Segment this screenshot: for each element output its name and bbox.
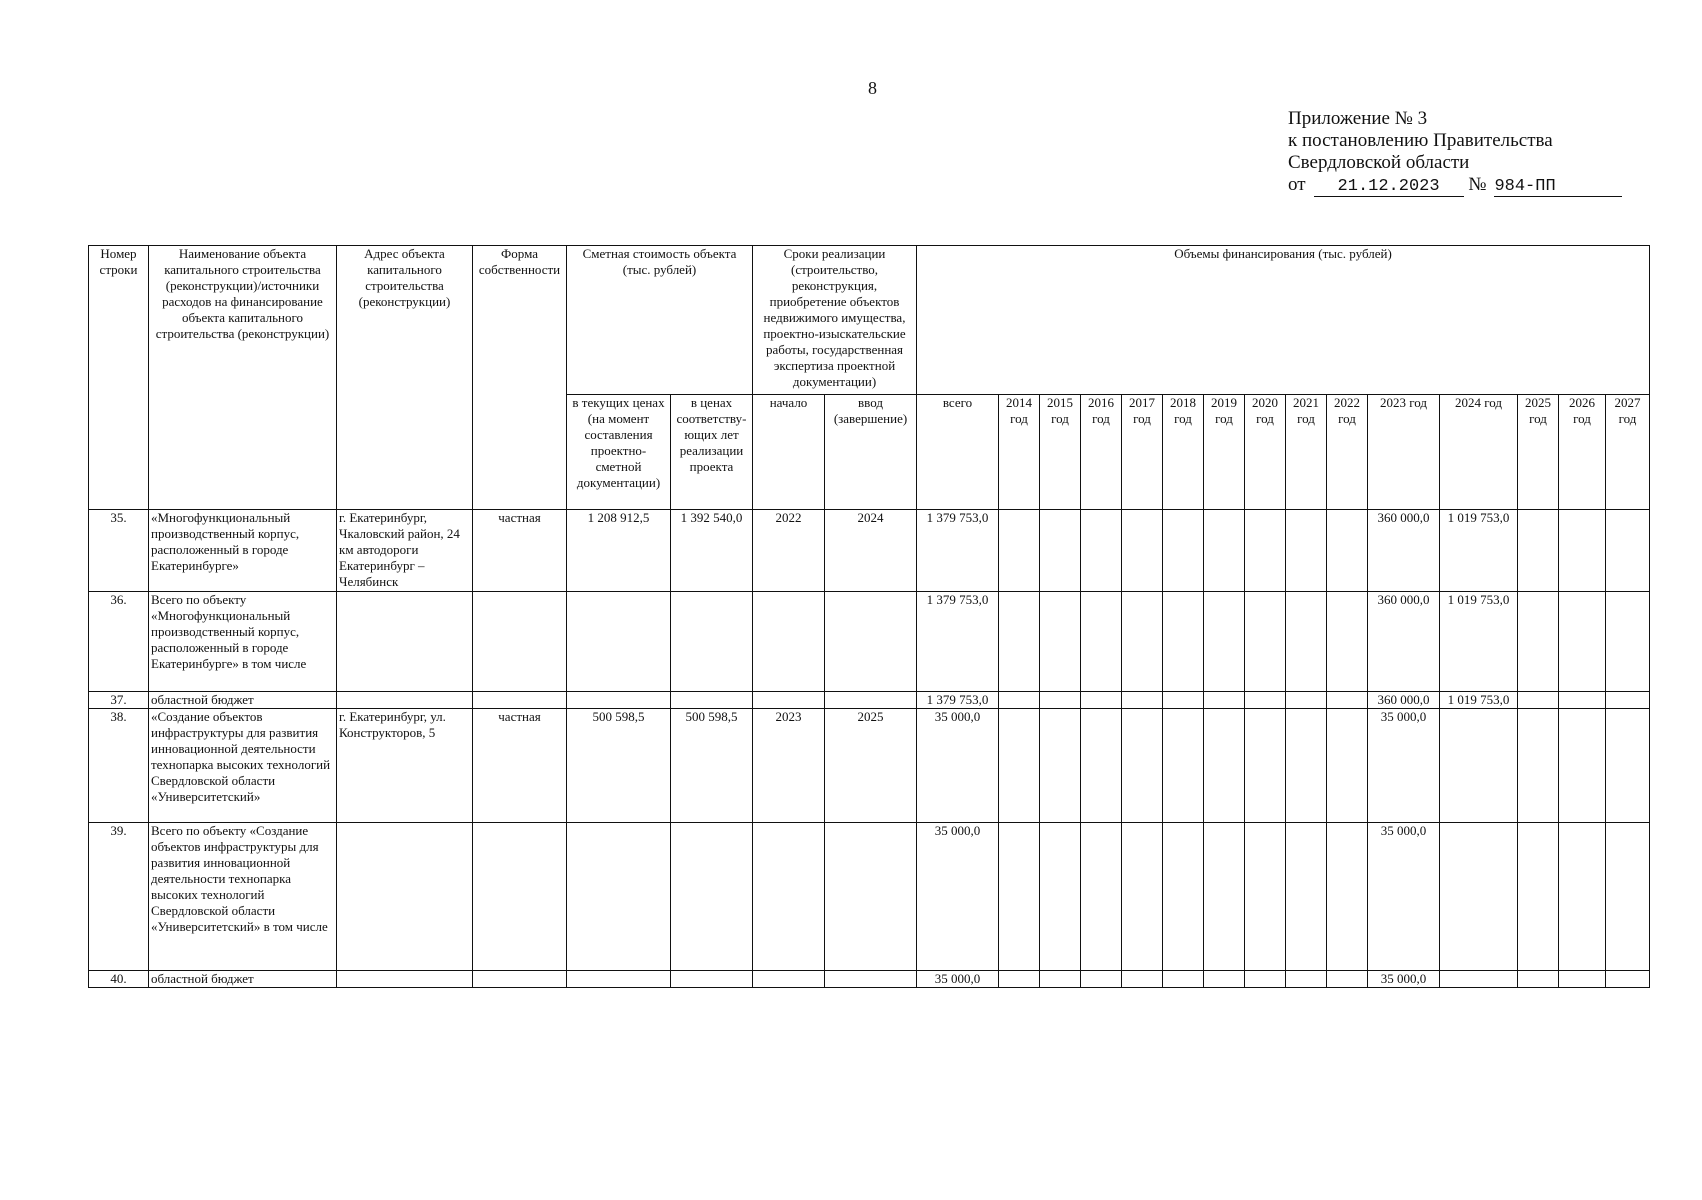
- row-number-cell: 36.: [89, 592, 149, 692]
- year-empty-cell: [1286, 510, 1327, 592]
- start-year-cell: 2023: [753, 709, 825, 823]
- year-empty-cell: [1204, 592, 1245, 692]
- year-empty-cell: [1122, 823, 1163, 971]
- cost-years-cell: [671, 692, 753, 709]
- end-year-cell: 2024: [825, 510, 917, 592]
- year-2024-cell: 1 019 753,0: [1440, 692, 1518, 709]
- start-year-cell: 2022: [753, 510, 825, 592]
- year-empty-cell: [1518, 692, 1559, 709]
- end-year-cell: [825, 823, 917, 971]
- address-cell: [337, 592, 473, 692]
- object-name-cell: «Создание объектов инфраструктуры для развития инновационной деятельности технопарка высоких технологий Свердловской области «Университетский»: [149, 709, 337, 823]
- year-empty-cell: [1518, 709, 1559, 823]
- year-empty-cell: [1122, 692, 1163, 709]
- header-name: Наименование объекта капитального строительства (реконструкции)/источники расходов на финансирование объекта капитального строительства (реконструкции): [149, 246, 337, 510]
- year-empty-cell: [999, 823, 1040, 971]
- header-period: Сроки реализации (строительство, реконструкция, приобретение объектов недвижимого имущества, проектно-изыскательские работы, государственная экспертиза проектной документации): [753, 246, 917, 395]
- year-empty-cell: [1327, 823, 1368, 971]
- ownership-cell: [473, 592, 567, 692]
- header-year: 2023 год: [1368, 395, 1440, 510]
- year-empty-cell: [1518, 592, 1559, 692]
- year-empty-cell: [1040, 823, 1081, 971]
- year-empty-cell: [1559, 709, 1606, 823]
- ownership-cell: частная: [473, 510, 567, 592]
- cost-years-cell: [671, 971, 753, 988]
- appendix-title: Приложение № 3: [1288, 108, 1428, 129]
- year-empty-cell: [1081, 692, 1122, 709]
- year-empty-cell: [1122, 709, 1163, 823]
- cost-years-cell: [671, 592, 753, 692]
- row-number-cell: 37.: [89, 692, 149, 709]
- table-row: [89, 592, 1650, 692]
- year-empty-cell: [1606, 592, 1650, 692]
- object-name-cell: областной бюджет: [149, 692, 337, 709]
- table-row: [89, 823, 1650, 971]
- year-empty-cell: [1122, 971, 1163, 988]
- start-year-cell: [753, 692, 825, 709]
- total-cell: 35 000,0: [917, 971, 999, 988]
- year-empty-cell: [1606, 510, 1650, 592]
- year-empty-cell: [999, 510, 1040, 592]
- appendix-line2: к постановлению Правительства: [1288, 130, 1553, 151]
- number-prefix: №: [1468, 174, 1487, 195]
- cost-current-cell: [567, 971, 671, 988]
- header-year: 2024 год: [1440, 395, 1518, 510]
- total-cell: 1 379 753,0: [917, 510, 999, 592]
- address-cell: г. Екатеринбург, ул. Конструкторов, 5: [337, 709, 473, 823]
- header-financing: Объемы финансирования (тыс. рублей): [917, 246, 1650, 395]
- header-year: 2020 год: [1245, 395, 1286, 510]
- year-empty-cell: [999, 971, 1040, 988]
- year-empty-cell: [999, 709, 1040, 823]
- header-cost-years: в ценах соответству-ющих лет реализации проекта: [671, 395, 753, 510]
- year-2023-cell: 360 000,0: [1368, 692, 1440, 709]
- year-empty-cell: [1245, 510, 1286, 592]
- address-cell: [337, 971, 473, 988]
- financing-table: [88, 245, 1650, 988]
- start-year-cell: [753, 592, 825, 692]
- year-empty-cell: [999, 592, 1040, 692]
- date-prefix: от: [1288, 174, 1306, 195]
- year-2023-cell: 360 000,0: [1368, 510, 1440, 592]
- year-empty-cell: [1286, 971, 1327, 988]
- ownership-cell: [473, 692, 567, 709]
- cost-current-cell: [567, 592, 671, 692]
- ownership-cell: [473, 971, 567, 988]
- year-empty-cell: [1559, 692, 1606, 709]
- year-empty-cell: [1040, 971, 1081, 988]
- year-empty-cell: [1606, 709, 1650, 823]
- year-empty-cell: [1518, 510, 1559, 592]
- header-year: 2017 год: [1122, 395, 1163, 510]
- year-empty-cell: [999, 692, 1040, 709]
- year-empty-cell: [1286, 823, 1327, 971]
- header-end: ввод (завершение): [825, 395, 917, 510]
- total-cell: 1 379 753,0: [917, 592, 999, 692]
- header-total: всего: [917, 395, 999, 510]
- cost-current-cell: [567, 692, 671, 709]
- year-empty-cell: [1286, 709, 1327, 823]
- address-cell: [337, 823, 473, 971]
- year-empty-cell: [1327, 510, 1368, 592]
- table-row: [89, 510, 1650, 592]
- year-empty-cell: [1081, 823, 1122, 971]
- total-cell: 35 000,0: [917, 823, 999, 971]
- header-row-number: Номер строки: [89, 246, 149, 510]
- address-cell: г. Екатеринбург, Чкаловский район, 24 км автодороги Екатеринбург – Челябинск: [337, 510, 473, 592]
- year-empty-cell: [1204, 823, 1245, 971]
- year-empty-cell: [1204, 971, 1245, 988]
- year-2024-cell: [1440, 823, 1518, 971]
- year-empty-cell: [1245, 823, 1286, 971]
- header-year: 2026 год: [1559, 395, 1606, 510]
- year-empty-cell: [1040, 709, 1081, 823]
- row-number-cell: 35.: [89, 510, 149, 592]
- ownership-cell: [473, 823, 567, 971]
- year-empty-cell: [1163, 592, 1204, 692]
- header-year: 2021 год: [1286, 395, 1327, 510]
- cost-years-cell: 500 598,5: [671, 709, 753, 823]
- year-empty-cell: [1081, 510, 1122, 592]
- year-empty-cell: [1518, 823, 1559, 971]
- year-empty-cell: [1559, 971, 1606, 988]
- end-year-cell: [825, 971, 917, 988]
- total-cell: 1 379 753,0: [917, 692, 999, 709]
- header-year: 2015 год: [1040, 395, 1081, 510]
- object-name-cell: Всего по объекту «Многофункциональный производственный корпус, расположенный в городе Екатеринбурге» в том числе: [149, 592, 337, 692]
- header-start: начало: [753, 395, 825, 510]
- year-empty-cell: [1327, 692, 1368, 709]
- header-row-1: [89, 246, 1650, 395]
- appendix-date-line: [1288, 174, 1622, 197]
- header-year: 2025 год: [1518, 395, 1559, 510]
- year-empty-cell: [1327, 971, 1368, 988]
- year-empty-cell: [1040, 692, 1081, 709]
- year-empty-cell: [1163, 510, 1204, 592]
- year-2023-cell: 35 000,0: [1368, 709, 1440, 823]
- year-empty-cell: [1245, 692, 1286, 709]
- year-empty-cell: [1559, 592, 1606, 692]
- year-2024-cell: [1440, 971, 1518, 988]
- table-row: [89, 709, 1650, 823]
- year-empty-cell: [1559, 510, 1606, 592]
- appendix-header: [1288, 108, 1622, 197]
- year-2024-cell: 1 019 753,0: [1440, 510, 1518, 592]
- year-empty-cell: [1204, 510, 1245, 592]
- page-number: 8: [868, 78, 877, 98]
- header-ownership: Форма собственности: [473, 246, 567, 510]
- year-empty-cell: [1163, 709, 1204, 823]
- year-empty-cell: [1245, 709, 1286, 823]
- year-empty-cell: [1163, 971, 1204, 988]
- year-empty-cell: [1081, 709, 1122, 823]
- start-year-cell: [753, 971, 825, 988]
- row-number-cell: 38.: [89, 709, 149, 823]
- year-empty-cell: [1081, 592, 1122, 692]
- header-address: Адрес объекта капитального строительства (реконструкции): [337, 246, 473, 510]
- header-year: 2018 год: [1163, 395, 1204, 510]
- year-empty-cell: [1081, 971, 1122, 988]
- object-name-cell: «Многофункциональный производственный корпус, расположенный в городе Екатеринбурге»: [149, 510, 337, 592]
- appendix-line3: Свердловской области: [1288, 152, 1470, 173]
- address-cell: [337, 692, 473, 709]
- year-empty-cell: [1040, 592, 1081, 692]
- resolution-date: 21.12.2023: [1314, 178, 1464, 197]
- year-empty-cell: [1559, 823, 1606, 971]
- end-year-cell: [825, 592, 917, 692]
- object-name-cell: Всего по объекту «Создание объектов инфраструктуры для развития инновационной деятельности технопарка высоких технологий Свердловской области «Университетский» в том числе: [149, 823, 337, 971]
- year-2023-cell: 35 000,0: [1368, 823, 1440, 971]
- year-empty-cell: [1286, 592, 1327, 692]
- year-empty-cell: [1122, 592, 1163, 692]
- year-empty-cell: [1606, 823, 1650, 971]
- header-year: 2016 год: [1081, 395, 1122, 510]
- cost-current-cell: [567, 823, 671, 971]
- object-name-cell: областной бюджет: [149, 971, 337, 988]
- start-year-cell: [753, 823, 825, 971]
- header-year: 2014 год: [999, 395, 1040, 510]
- table-row: [89, 971, 1650, 988]
- cost-years-cell: 1 392 540,0: [671, 510, 753, 592]
- end-year-cell: 2025: [825, 709, 917, 823]
- table-row: [89, 692, 1650, 709]
- year-empty-cell: [1286, 692, 1327, 709]
- end-year-cell: [825, 692, 917, 709]
- year-empty-cell: [1518, 971, 1559, 988]
- year-empty-cell: [1163, 692, 1204, 709]
- year-2023-cell: 360 000,0: [1368, 592, 1440, 692]
- year-empty-cell: [1245, 592, 1286, 692]
- year-empty-cell: [1606, 971, 1650, 988]
- table-body: [89, 510, 1650, 988]
- year-empty-cell: [1327, 592, 1368, 692]
- header-estimated-cost: Сметная стоимость объекта (тыс. рублей): [567, 246, 753, 395]
- row-number-cell: 39.: [89, 823, 149, 971]
- header-year: 2022 год: [1327, 395, 1368, 510]
- year-2023-cell: 35 000,0: [1368, 971, 1440, 988]
- year-2024-cell: [1440, 709, 1518, 823]
- year-empty-cell: [1327, 709, 1368, 823]
- cost-current-cell: 1 208 912,5: [567, 510, 671, 592]
- year-2024-cell: 1 019 753,0: [1440, 592, 1518, 692]
- header-year: 2027 год: [1606, 395, 1650, 510]
- total-cell: 35 000,0: [917, 709, 999, 823]
- row-number-cell: 40.: [89, 971, 149, 988]
- year-empty-cell: [1204, 709, 1245, 823]
- cost-current-cell: 500 598,5: [567, 709, 671, 823]
- resolution-number: 984-ПП: [1494, 178, 1622, 197]
- year-empty-cell: [1163, 823, 1204, 971]
- year-empty-cell: [1204, 692, 1245, 709]
- year-empty-cell: [1040, 510, 1081, 592]
- year-empty-cell: [1122, 510, 1163, 592]
- header-year: 2019 год: [1204, 395, 1245, 510]
- cost-years-cell: [671, 823, 753, 971]
- header-cost-current: в текущих ценах (на момент составления проектно-сметной документации): [567, 395, 671, 510]
- year-empty-cell: [1245, 971, 1286, 988]
- ownership-cell: частная: [473, 709, 567, 823]
- year-empty-cell: [1606, 692, 1650, 709]
